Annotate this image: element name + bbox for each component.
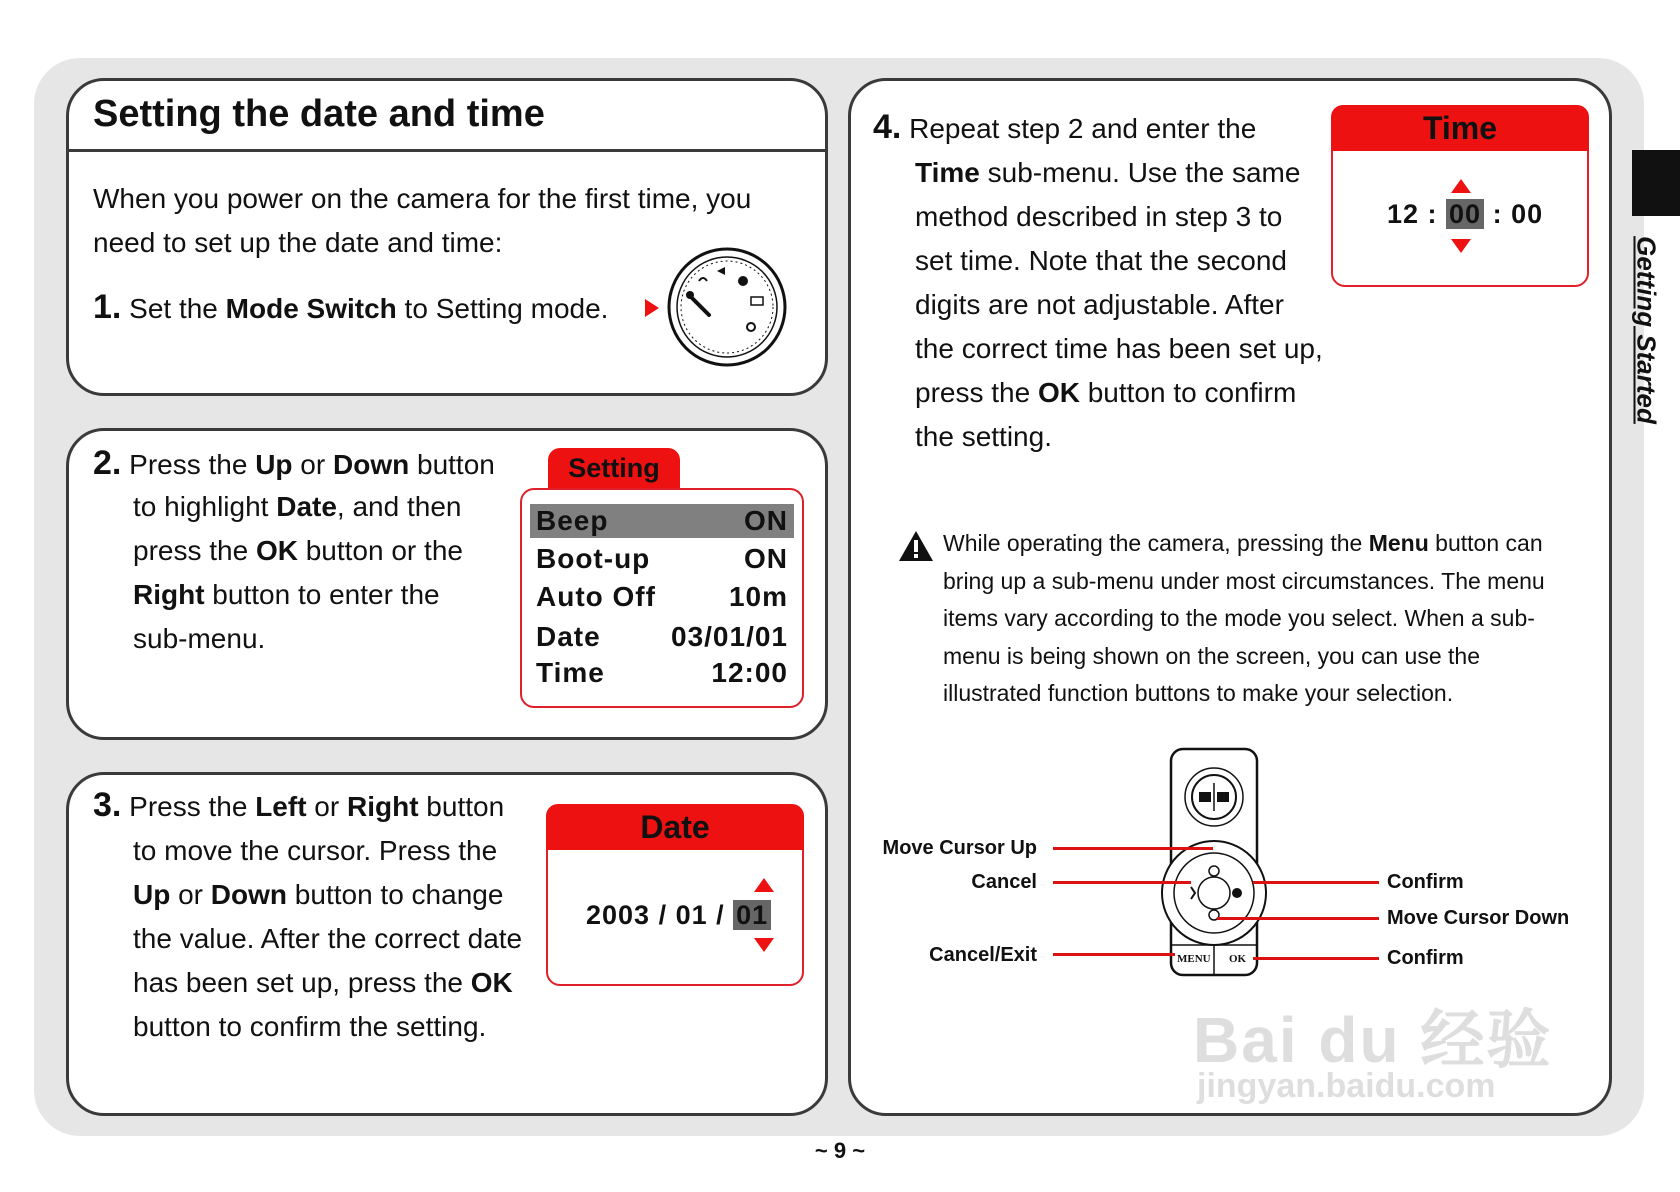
step4-line-6: the correct time has been set up, xyxy=(915,333,1323,364)
mode-dial-icon xyxy=(665,245,789,369)
date-selected-field[interactable]: 01 xyxy=(733,900,771,930)
watermark-url: jingyan.baidu.com xyxy=(1197,1067,1496,1105)
date-panel xyxy=(546,804,804,986)
label-move-cursor-down: Move Cursor Down xyxy=(1387,907,1570,929)
intro-line-1: When you power on the camera for the first time, you xyxy=(93,183,752,214)
warning-icon xyxy=(897,529,935,563)
step4-line-3: method described in step 3 to xyxy=(915,201,1283,232)
leader-confirm xyxy=(1253,881,1379,884)
setting-menu-title: Setting xyxy=(548,448,680,488)
step4-line-1: 4. Repeat step 2 and enter the xyxy=(873,108,1257,146)
menu-row-autooff[interactable]: Auto Off 10m xyxy=(536,581,788,612)
step4-line-4: set time. Note that the second xyxy=(915,245,1287,276)
pointer-arrow-icon xyxy=(645,299,659,317)
menu-row-date[interactable]: Date 03/01/01 xyxy=(536,621,788,652)
step2-number: 2. xyxy=(93,444,122,482)
menu-key[interactable]: MENU xyxy=(1177,953,1211,965)
step4-line-8: the setting. xyxy=(915,421,1052,452)
time-value: 12 : 00 : 00 xyxy=(1387,199,1544,229)
intro-box xyxy=(66,78,828,396)
time-selected-field[interactable]: 00 xyxy=(1446,199,1484,229)
step4-line-5: digits are not adjustable. After xyxy=(915,289,1284,320)
title-divider xyxy=(69,149,825,152)
step1-text xyxy=(93,285,608,331)
watermark-logo: Bai du 经验 xyxy=(1193,1004,1553,1076)
side-tab-label: Getting Started xyxy=(1631,236,1662,424)
page-title: Setting the date and time xyxy=(93,93,545,135)
step3-line-6: button to confirm the setting. xyxy=(133,1011,487,1042)
time-panel-title: Time xyxy=(1331,105,1589,151)
step3-line-1: 3. Press the Left or Right button xyxy=(93,786,505,824)
step1-number: 1. xyxy=(93,288,122,326)
time-panel xyxy=(1331,105,1589,287)
step1-bold: Mode Switch xyxy=(225,293,397,324)
label-confirm-2: Confirm xyxy=(1387,947,1464,969)
step3-line-2: to move the cursor. Press the xyxy=(133,835,498,866)
intro-line-2: need to set up the date and time: xyxy=(93,227,503,258)
step3-line-5: has been set up, press the OK xyxy=(133,967,513,998)
step4-line-2: Time sub-menu. Use the same xyxy=(915,157,1301,188)
step1-pre: Set the xyxy=(129,293,226,324)
ok-key[interactable]: OK xyxy=(1229,953,1247,965)
leader-move-up xyxy=(1053,847,1213,850)
label-confirm: Confirm xyxy=(1387,871,1464,893)
leader-move-down xyxy=(1217,917,1379,920)
step2-line-1: 2. Press the Up or Down button xyxy=(93,444,495,482)
setting-menu-panel xyxy=(520,488,804,708)
camera-buttons-diagram xyxy=(1151,747,1271,979)
step2-line-3: press the OK button or the xyxy=(133,535,463,566)
step2-line-4: Right button to enter the xyxy=(133,579,440,610)
menu-row-time[interactable]: Time 12:00 xyxy=(536,657,788,688)
step3-line-4: the value. After the correct date xyxy=(133,923,523,954)
side-tab-marker xyxy=(1632,150,1680,216)
leader-confirm2 xyxy=(1253,957,1379,960)
up-arrow-icon xyxy=(1451,179,1471,193)
down-arrow-icon xyxy=(1451,239,1471,253)
down-arrow-icon xyxy=(754,938,774,952)
step3-number: 3. xyxy=(93,786,122,824)
page-number: ~ 9 ~ xyxy=(814,1138,866,1163)
menu-row-beep[interactable]: Beep ON xyxy=(536,505,788,536)
leader-cancel xyxy=(1053,881,1191,884)
up-arrow-icon xyxy=(754,878,774,892)
label-cancel-exit: Cancel/Exit xyxy=(929,944,1037,966)
date-value: 2003 / 01 / 01 xyxy=(586,900,771,931)
step4-number: 4. xyxy=(873,108,902,146)
label-move-cursor-up: Move Cursor Up xyxy=(882,837,1037,859)
menu-row-bootup[interactable]: Boot-up ON xyxy=(536,543,788,574)
label-cancel: Cancel xyxy=(971,871,1037,893)
step4-box xyxy=(848,78,1612,1116)
leader-cancel-exit xyxy=(1053,953,1175,956)
step4-line-7: press the OK button to confirm xyxy=(915,377,1297,408)
date-panel-title: Date xyxy=(546,804,804,850)
warning-text: While operating the camera, pressing the Menu button can bring up a sub-menu under most circumstances. The menu items vary according to the mode you select. When a sub- menu is being shown on the screen, you can use the illustrated function buttons to make your selection. xyxy=(943,530,1545,706)
step2-line-5: sub-menu. xyxy=(133,623,266,654)
step2-line-2: to highlight Date, and then xyxy=(133,491,462,522)
step1-post: to Setting mode. xyxy=(396,293,609,324)
step3-line-3: Up or Down button to change xyxy=(133,879,504,910)
